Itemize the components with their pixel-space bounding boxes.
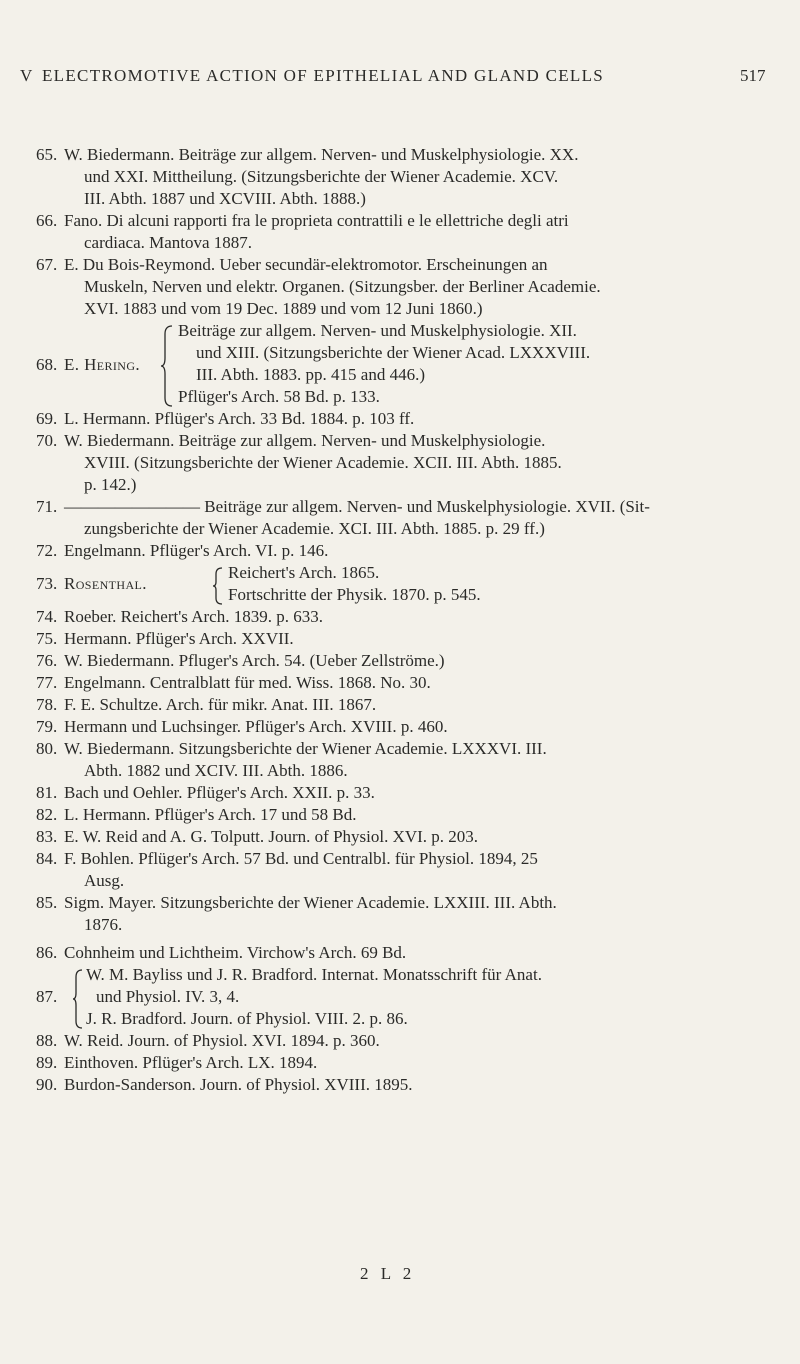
ref-line: XVIII. (Sitzungsberichte der Wiener Academie. XCII. III. Abth. 1885.: [84, 453, 562, 472]
ref-line: Fortschritte der Physik. 1870. p. 545.: [228, 585, 481, 604]
brace-icon: [72, 968, 84, 1030]
ref-number: 76.: [36, 651, 58, 670]
ref-line: Roeber. Reichert's Arch. 1839. p. 633.: [64, 607, 323, 626]
ref-line: E. W. Reid and A. G. Tolputt. Journ. of Physiol. XVI. p. 203.: [64, 827, 479, 846]
page-number: 517: [740, 66, 766, 85]
reference-76: [36, 650, 766, 672]
ref-line: L. Hermann. Pflüger's Arch. 17 und 58 Bd.: [64, 805, 357, 824]
ref-line: Sigm. Mayer. Sitzungsberichte der Wiener Academie. LXXIII. III. Abth.: [64, 893, 557, 912]
ref-line: Hermann und Luchsinger. Pflüger's Arch. XVIII. p. 460.: [64, 717, 448, 736]
ref-line: XVI. 1883 und vom 19 Dec. 1889 und vom 12 Juni 1860.): [84, 299, 483, 318]
ref-number: 83.: [36, 827, 58, 846]
ref-line: F. E. Schultze. Arch. für mikr. Anat. III. 1867.: [64, 695, 377, 714]
ref-line: cardiaca. Mantova 1887.: [84, 233, 253, 252]
ditto-dash: ————————: [64, 497, 200, 516]
ref-number: 67.: [36, 255, 58, 274]
ref-line: Abth. 1882 und XCIV. III. Abth. 1886.: [84, 761, 348, 780]
reference-82: [36, 804, 766, 826]
reference-86: [36, 942, 766, 964]
ref-author: Rosenthal.: [64, 574, 147, 593]
reference-81: [36, 782, 766, 804]
chapter-number: V: [20, 66, 33, 85]
ref-line: Hermann. Pflüger's Arch. XXVII.: [64, 629, 294, 648]
ref-line: F. Bohlen. Pflüger's Arch. 57 Bd. und Centralbl. für Physiol. 1894, 25: [64, 849, 538, 868]
ref-number: 72.: [36, 541, 58, 560]
ref-line: J. R. Bradford. Journ. of Physiol. VIII. 2. p. 86.: [86, 1009, 408, 1028]
reference-66: [36, 210, 766, 254]
ref-line: und Physiol. IV. 3, 4.: [96, 987, 240, 1006]
brace-icon: [160, 324, 174, 408]
ref-line: L. Hermann. Pflüger's Arch. 33 Bd. 1884. p. 103 ff.: [64, 409, 415, 428]
reference-72: [36, 540, 766, 562]
ref-number: 77.: [36, 673, 58, 692]
reference-90: [36, 1074, 766, 1096]
reference-89: [36, 1052, 766, 1074]
ref-number: 74.: [36, 607, 58, 626]
ref-number: 78.: [36, 695, 58, 714]
running-header: [0, 66, 800, 90]
ref-number: 90.: [36, 1075, 58, 1094]
ref-line: und XXI. Mittheilung. (Sitzungsberichte der Wiener Academie. XCV.: [84, 167, 559, 186]
ref-number: 68.: [36, 355, 58, 374]
ref-number: 89.: [36, 1053, 58, 1072]
ref-line: W. Biedermann. Pfluger's Arch. 54. (Ueber Zellströme.): [64, 651, 445, 670]
reference-78: [36, 694, 766, 716]
reference-65: [36, 144, 766, 210]
ref-line: Reichert's Arch. 1865.: [228, 563, 380, 582]
ref-number: 66.: [36, 211, 58, 230]
ref-line: W. M. Bayliss und J. R. Bradford. Internat. Monatsschrift für Anat.: [86, 965, 542, 984]
ref-line: Pflüger's Arch. 58 Bd. p. 133.: [178, 387, 380, 406]
ref-line: Beiträge zur allgem. Nerven- und Muskelphysiologie. XVII. (Sit-: [204, 497, 650, 516]
ref-line: III. Abth. 1883. pp. 415 and 446.): [196, 365, 426, 384]
ref-number: 79.: [36, 717, 58, 736]
ref-line: E. Du Bois-Reymond. Ueber secundär-elektromotor. Erscheinungen an: [64, 255, 548, 274]
ref-line: Einthoven. Pflüger's Arch. LX. 1894.: [64, 1053, 318, 1072]
ref-line: Fano. Di alcuni rapporti fra le proprieta contrattili e le ellettriche degli atri: [64, 211, 569, 230]
ref-line: Bach und Oehler. Pflüger's Arch. XXII. p. 33.: [64, 783, 375, 802]
ref-number: 81.: [36, 783, 58, 802]
reference-88: [36, 1030, 766, 1052]
ref-line: zungsberichte der Wiener Academie. XCI. III. Abth. 1885. p. 29 ff.): [84, 519, 545, 538]
ref-number: 82.: [36, 805, 58, 824]
ref-line: p. 142.): [84, 475, 137, 494]
ref-number: 65.: [36, 145, 58, 164]
ref-number: 80.: [36, 739, 58, 758]
ref-line: und XIII. (Sitzungsberichte der Wiener Acad. LXXXVIII.: [196, 343, 591, 362]
ref-number: 70.: [36, 431, 58, 450]
ref-line: Ausg.: [84, 871, 125, 890]
reference-87: [36, 964, 766, 1032]
reference-68: [36, 320, 766, 410]
reference-74: [36, 606, 766, 628]
running-title: ELECTROMOTIVE ACTION OF EPITHELIAL AND GLAND CELLS: [42, 66, 605, 85]
ref-line: W. Biedermann. Beiträge zur allgem. Nerven- und Muskelphysiologie.: [64, 431, 546, 450]
reference-73: [36, 562, 766, 608]
reference-77: [36, 672, 766, 694]
ref-number: 86.: [36, 943, 58, 962]
ref-number: 87.: [36, 987, 58, 1006]
ref-number: 84.: [36, 849, 58, 868]
reference-69: [36, 408, 766, 430]
ref-line: Engelmann. Pflüger's Arch. VI. p. 146.: [64, 541, 329, 560]
ref-line: Burdon-Sanderson. Journ. of Physiol. XVIII. 1895.: [64, 1075, 413, 1094]
ref-line: Cohnheim und Lichtheim. Virchow's Arch. 69 Bd.: [64, 943, 407, 962]
ref-line: Muskeln, Nerven und elektr. Organen. (Sitzungsber. der Berliner Academie.: [84, 277, 601, 296]
ref-line: 1876.: [84, 915, 123, 934]
reference-84: [36, 848, 766, 892]
brace-icon: [212, 566, 224, 606]
ref-line: W. Biedermann. Beiträge zur allgem. Nerven- und Muskelphysiologie. XX.: [64, 145, 579, 164]
reference-71: [36, 496, 766, 540]
reference-83: [36, 826, 766, 848]
ref-number: 75.: [36, 629, 58, 648]
ref-number: 71.: [36, 497, 58, 516]
ref-number: 85.: [36, 893, 58, 912]
reference-70: [36, 430, 766, 496]
ref-number: 73.: [36, 574, 58, 593]
reference-85: [36, 892, 766, 936]
reference-75: [36, 628, 766, 650]
ref-line: Beiträge zur allgem. Nerven- und Muskelphysiologie. XII.: [178, 321, 577, 340]
ref-number: 88.: [36, 1031, 58, 1050]
ref-line: Engelmann. Centralblatt für med. Wiss. 1868. No. 30.: [64, 673, 431, 692]
reference-79: [36, 716, 766, 738]
ref-line: W. Biedermann. Sitzungsberichte der Wiener Academie. LXXXVI. III.: [64, 739, 547, 758]
reference-67: [36, 254, 766, 320]
ref-line: III. Abth. 1887 und XCVIII. Abth. 1888.): [84, 189, 366, 208]
ref-line: W. Reid. Journ. of Physiol. XVI. 1894. p. 360.: [64, 1031, 380, 1050]
ref-author: E. Hering.: [64, 355, 141, 374]
ref-number: 69.: [36, 409, 58, 428]
reference-80: [36, 738, 766, 782]
signature-mark: 2 L 2: [360, 1264, 416, 1283]
